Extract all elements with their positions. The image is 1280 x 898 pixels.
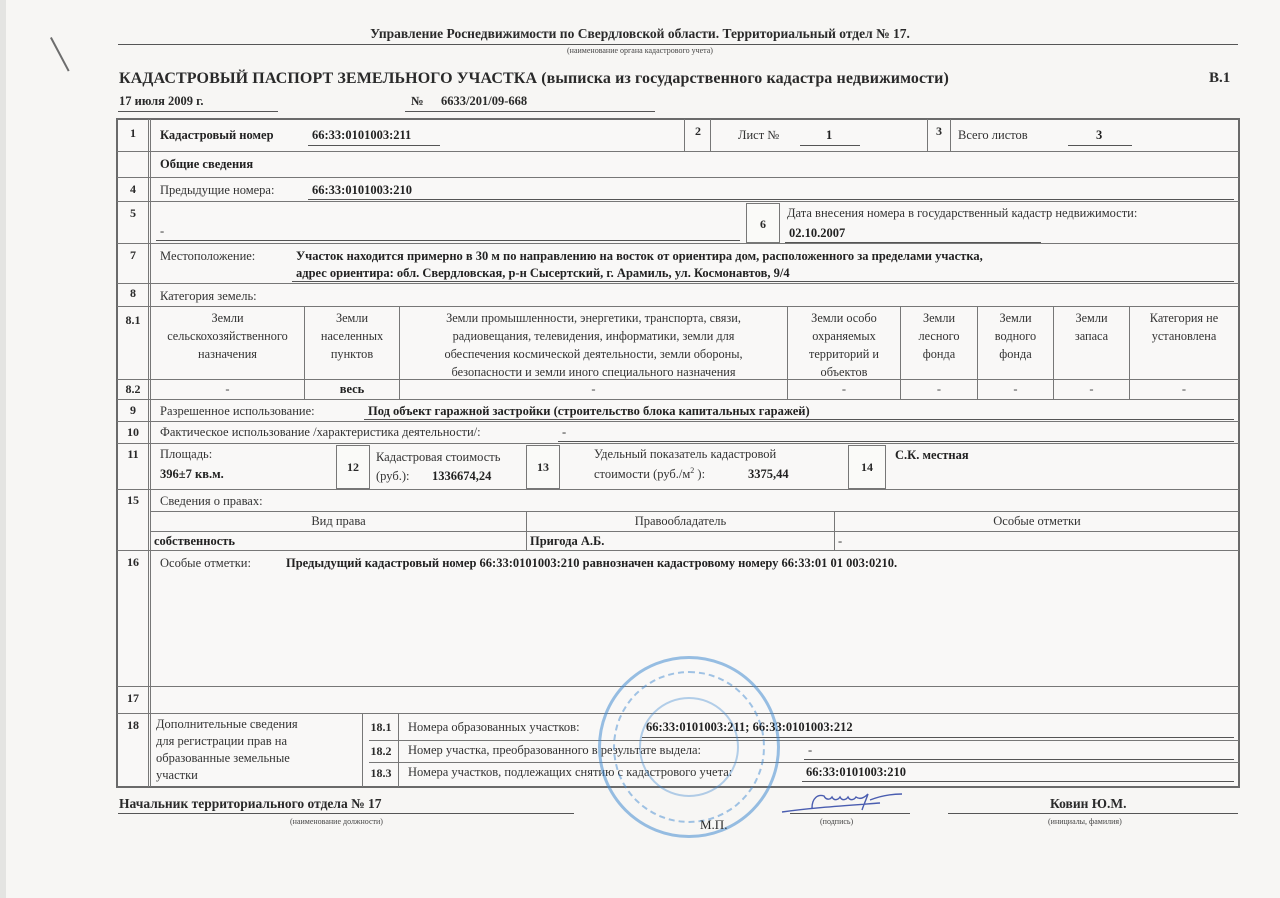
underline xyxy=(800,145,860,146)
category-value: - xyxy=(1181,382,1187,396)
column-divider xyxy=(684,119,685,152)
category-header-line: Земли xyxy=(999,311,1032,325)
row-number: 8.1 xyxy=(125,313,141,327)
row-number: 2 xyxy=(695,124,701,138)
sheet-label: Лист № xyxy=(738,128,780,142)
category-header-line: охраняемых xyxy=(812,329,876,343)
row-number: 18.2 xyxy=(370,744,392,758)
column-divider xyxy=(398,714,399,787)
category-value: - xyxy=(936,382,942,396)
underline xyxy=(802,781,1234,782)
row-number: 15 xyxy=(127,493,139,507)
category-header xyxy=(978,309,1053,363)
category-header-line: Земли xyxy=(1075,311,1108,325)
signatory-name: Ковин Ю.М. xyxy=(1050,796,1127,811)
column-divider xyxy=(927,119,928,152)
scan-edge xyxy=(0,0,6,898)
column-divider xyxy=(710,119,711,152)
row-divider xyxy=(117,399,1239,400)
row-divider xyxy=(117,550,1239,551)
category-value: - xyxy=(1089,382,1094,396)
section-general: Общие сведения xyxy=(160,157,254,171)
row-number: 8.2 xyxy=(125,382,141,396)
category-header-line: безопасности и земли иного специального назначения xyxy=(451,365,736,379)
category-value: - xyxy=(591,382,596,396)
row-divider xyxy=(117,151,1239,152)
divider xyxy=(948,813,1238,814)
row-divider xyxy=(117,306,1239,307)
cadastral-number: 66:33:0101003:211 xyxy=(312,128,412,142)
document-number: 6633/201/09-668 xyxy=(441,94,528,108)
formed-parcels-label: Номера образованных участков: xyxy=(408,720,580,734)
category-value: весь xyxy=(339,382,365,396)
row-number: 5 xyxy=(130,206,136,220)
removed-parcels-label: Номера участков, подлежащих снятию с кадастрового учета: xyxy=(408,765,733,779)
divider xyxy=(790,813,910,814)
previous-numbers-label: Предыдущие номера: xyxy=(160,183,275,197)
row-number: 8 xyxy=(130,286,136,300)
divider xyxy=(118,813,574,814)
underline xyxy=(308,145,440,146)
row-divider xyxy=(150,511,1239,512)
sheet-number: 1 xyxy=(826,128,833,142)
total-sheets-label: Всего листов xyxy=(958,128,1028,142)
total-sheets: 3 xyxy=(1096,128,1103,142)
row-divider xyxy=(369,740,1239,741)
organization-caption: (наименование органа кадастрового учета) xyxy=(567,46,713,55)
category-header-line: фонда xyxy=(922,347,956,361)
row5-value: - xyxy=(160,224,165,238)
number-sign: № xyxy=(411,94,424,108)
name-caption: (инициалы, фамилия) xyxy=(1048,817,1122,826)
underline xyxy=(292,281,1234,282)
underline xyxy=(156,240,740,241)
row-number: 18.3 xyxy=(370,766,392,780)
category-header-line: установлена xyxy=(1151,329,1217,343)
divider xyxy=(405,111,655,112)
right-notes: - xyxy=(838,534,843,548)
row-number: 4 xyxy=(130,182,136,196)
permitted-use-label: Разрешенное использование: xyxy=(160,404,315,418)
category-header-line: запаса xyxy=(1074,329,1109,343)
row-divider xyxy=(117,489,1239,490)
label-line: Дополнительные сведения xyxy=(156,717,298,731)
location-line-1: Участок находится примерно в 30 м по направлению на восток от ориентира дом, расположенного за пределами участка, xyxy=(296,249,983,263)
unit-tail: ): xyxy=(694,467,706,482)
row-divider xyxy=(117,177,1239,178)
category-header xyxy=(901,309,977,363)
location-label: Местоположение: xyxy=(160,249,256,263)
row-number: 14 xyxy=(861,460,873,474)
category-header-line: населенных xyxy=(320,329,384,343)
divider xyxy=(118,44,1238,45)
area-label: Площадь: xyxy=(160,447,213,461)
unit-superscript: 2 xyxy=(690,466,695,475)
row-number: 7 xyxy=(130,248,136,262)
category-header xyxy=(151,309,304,363)
permitted-use: Под объект гаражной застройки (строительство блока капитальных гаражей) xyxy=(368,404,810,418)
category-header-line: территорий и xyxy=(808,347,880,361)
seal-place-mark: М.П. xyxy=(700,817,728,832)
land-category-label: Категория земель: xyxy=(160,289,257,303)
row-number: 12 xyxy=(347,460,359,474)
document-title: КАДАСТРОВЫЙ ПАСПОРТ ЗЕМЕЛЬНОГО УЧАСТКА (выписка из государственного кадастра недвижимости) xyxy=(119,70,949,87)
special-notes: Предыдущий кадастровый номер 66:33:0101003:210 равнозначен кадастровому номеру 66:33:01 01 003:0210. xyxy=(286,556,898,570)
category-header-line: фонда xyxy=(999,347,1032,361)
signature-caption: (подпись) xyxy=(820,817,854,826)
row-divider xyxy=(117,283,1239,284)
removed-parcels: 66:33:0101003:210 xyxy=(806,765,906,779)
category-header xyxy=(1130,309,1238,345)
category-header-line: Земли особо xyxy=(811,311,877,325)
cadastral-value-type: С.К. местная xyxy=(895,448,969,462)
organization-name: Управление Роснедвижимости по Свердловской области. Территориальный отдел № 17. xyxy=(370,26,910,41)
category-header-line: пунктов xyxy=(330,347,374,361)
row-divider xyxy=(369,762,1239,763)
row-number: 17 xyxy=(127,691,139,705)
category-header xyxy=(788,309,900,381)
column-divider xyxy=(950,119,951,152)
category-header xyxy=(1054,309,1129,345)
row-divider xyxy=(117,443,1239,444)
underline xyxy=(1068,145,1132,146)
row-number: 18.1 xyxy=(370,720,392,734)
label-line: для регистрации прав на xyxy=(156,734,287,748)
underline xyxy=(804,759,1234,760)
row-number: 1 xyxy=(130,126,136,140)
row-number: 13 xyxy=(537,460,549,474)
column-divider xyxy=(362,714,363,787)
underline xyxy=(308,199,1234,200)
registration-date-label: Дата внесения номера в государственный кадастр недвижимости: xyxy=(787,206,1138,220)
divider xyxy=(118,111,278,112)
cadastral-value: 1336674,24 xyxy=(432,469,492,483)
row-divider xyxy=(117,243,1239,244)
category-header-line: водного xyxy=(994,329,1037,343)
cadastral-value-unit: (руб.): xyxy=(376,469,410,483)
category-header-line: обеспечения космической деятельности, земли обороны, xyxy=(444,347,743,361)
formed-parcels: 66:33:0101003:211; 66:33:0101003:212 xyxy=(646,720,853,734)
category-value: - xyxy=(1013,382,1018,396)
category-header-line: Земли xyxy=(922,311,956,325)
row-number: 11 xyxy=(127,447,139,461)
row-number: 6 xyxy=(760,217,766,231)
cadastral-value-label: Кадастровая стоимость xyxy=(376,450,501,464)
row-number: 16 xyxy=(127,555,139,569)
category-header-line: Земли xyxy=(335,311,369,325)
underline xyxy=(364,419,1234,420)
rights-header-holder: Правообладатель xyxy=(634,514,727,528)
label-line: образованные земельные xyxy=(156,751,290,765)
category-header-line: Категория не xyxy=(1149,311,1219,325)
row-divider xyxy=(150,531,1239,532)
category-header-line: радиовещания, телевидения, информатики, земли для xyxy=(452,329,735,343)
row-divider xyxy=(117,421,1239,422)
category-header-line: назначения xyxy=(198,347,257,361)
transformed-parcel: - xyxy=(808,743,813,757)
category-header-line: Земли xyxy=(211,311,244,325)
label-line: участки xyxy=(156,768,198,782)
row-number: 9 xyxy=(130,403,136,417)
registration-date: 02.10.2007 xyxy=(789,226,846,240)
actual-use-label: Фактическое использование /характеристика деятельности/: xyxy=(160,425,481,439)
cadastral-number-label: Кадастровый номер xyxy=(160,128,274,142)
right-type: собственность xyxy=(154,534,235,548)
rights-header-type: Вид права xyxy=(311,514,366,528)
rights-header-notes: Особые отметки xyxy=(993,514,1081,528)
category-header xyxy=(305,309,399,363)
unit-text: стоимости (руб./м xyxy=(594,467,691,482)
additional-info-label xyxy=(156,716,298,784)
underline xyxy=(785,242,1041,243)
underline xyxy=(558,441,1234,442)
area: 396±7 кв.м. xyxy=(160,467,224,481)
previous-numbers: 66:33:0101003:210 xyxy=(312,183,412,197)
specific-value-label: Удельный показатель кадастровой xyxy=(594,447,777,461)
row-divider xyxy=(117,201,1239,202)
right-holder: Пригода А.Б. xyxy=(530,534,605,548)
signatory-position: Начальник территориального отдела № 17 xyxy=(119,796,382,811)
category-header-line: объектов xyxy=(820,365,868,379)
rights-label: Сведения о правах: xyxy=(160,494,263,508)
category-header xyxy=(400,309,787,381)
position-caption: (наименование должности) xyxy=(290,817,383,826)
document-date: 17 июля 2009 г. xyxy=(119,94,204,108)
category-value: - xyxy=(225,382,230,396)
category-value: - xyxy=(841,382,847,396)
location-line-2: адрес ориентира: обл. Свердловская, р-н Сысертский, г. Арамиль, ул. Космонавтов, 9/4 xyxy=(296,266,790,280)
transformed-parcel-label: Номер участка, преобразованного в результате выдела: xyxy=(408,743,702,757)
category-header-line: Земли промышленности, энергетики, транспорта, связи, xyxy=(446,311,741,325)
actual-use: - xyxy=(562,425,567,439)
form-code: В.1 xyxy=(1209,70,1231,86)
row-number: 10 xyxy=(127,425,139,439)
row-number: 18 xyxy=(127,718,139,732)
special-notes-label: Особые отметки: xyxy=(160,556,251,570)
category-header-line: лесного xyxy=(918,329,960,343)
specific-value-unit xyxy=(594,466,705,482)
category-header-line: сельскохозяйственного xyxy=(167,329,288,343)
row-number: 3 xyxy=(936,124,942,138)
official-seal xyxy=(598,656,780,838)
specific-value: 3375,44 xyxy=(748,467,789,481)
